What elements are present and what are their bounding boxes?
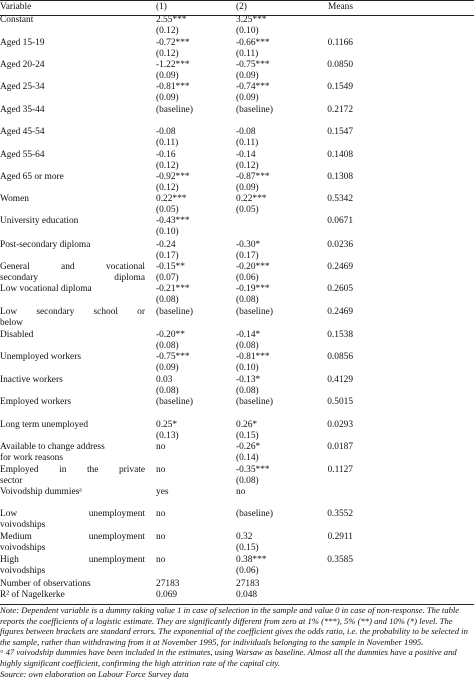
row-mean: [293, 555, 353, 566]
std-error: [156, 520, 234, 531]
coefficient: -0.08: [156, 127, 176, 137]
std-error: (0.08): [236, 476, 259, 486]
note-source: Source: own elaboration on Labour Force Survey data: [0, 668, 189, 679]
table-notes: [0, 604, 474, 679]
mean-value: 0.1127: [327, 465, 353, 475]
variable-label-line: Voivodship dummiesᵃ: [0, 487, 82, 497]
mean-value: 0.4129: [327, 375, 353, 385]
coefficient: -0.21***: [156, 284, 190, 294]
variable-label-line: Available to change address: [0, 442, 105, 452]
std-error: [156, 408, 234, 419]
row-mean: [293, 105, 353, 116]
coefficient: 0.22***: [156, 194, 187, 204]
mean-value: 0.5015: [327, 397, 353, 407]
mean-value: 0.0187: [327, 442, 353, 452]
variable-label-line: Constant: [0, 15, 34, 25]
std-error: (0.14): [236, 453, 259, 463]
variable-label-line: Post-secondary diploma: [0, 240, 91, 250]
std-error: (0.09): [156, 363, 179, 373]
row-mean: [293, 127, 353, 138]
std-error: [156, 116, 234, 127]
row-mean: [293, 532, 353, 543]
std-error: [156, 543, 234, 554]
row-coef-col1: [156, 262, 234, 284]
std-error: (0.11): [156, 138, 179, 148]
stat-col2: [236, 590, 290, 601]
stat-label-text: Number of observations: [0, 579, 91, 589]
mean-value: 0.1308: [327, 172, 353, 182]
coefficient: 0.03: [156, 375, 173, 385]
row-variable: [0, 172, 145, 183]
row-variable: [0, 216, 145, 227]
row-coef-col1: [156, 352, 234, 374]
row-mean: [293, 38, 353, 49]
coefficient: -0.14*: [236, 330, 261, 340]
variable-label-line: voivodships: [0, 543, 46, 553]
row-mean: [293, 330, 353, 341]
std-error: (0.08): [156, 386, 179, 396]
mean-value: 0.2605: [327, 284, 353, 294]
coefficient: (baseline): [236, 307, 273, 317]
coefficient: 0.26*: [236, 420, 258, 430]
row-variable: [0, 60, 145, 71]
stat-value: 0.048: [236, 590, 258, 600]
coefficient: 0.22***: [236, 194, 267, 204]
stat-col2: [236, 579, 290, 590]
stat-value: 0.069: [156, 590, 178, 600]
mean-value: 0.0856: [327, 352, 353, 362]
row-coef-col2: [236, 172, 290, 194]
row-coef-col1: [156, 420, 234, 442]
variable-label-line: Aged 45-54: [0, 127, 45, 137]
coefficient: no: [156, 555, 166, 565]
coefficient: -0.13*: [236, 375, 261, 385]
coefficient: -0.81***: [236, 352, 270, 362]
header-col1: (1): [156, 2, 167, 12]
row-coef-col2: [236, 487, 290, 509]
row-coef-col2: [236, 397, 290, 419]
std-error: (0.08): [236, 386, 259, 396]
std-error: (0.09): [156, 71, 179, 81]
std-error: (0.12): [156, 183, 179, 193]
std-error: (0.05): [156, 205, 179, 215]
row-variable: [0, 82, 145, 93]
variable-label-line: voivodships: [0, 520, 46, 530]
coefficient: (baseline): [156, 397, 193, 407]
mean-value: 0.5342: [327, 194, 353, 204]
coefficient: (baseline): [156, 105, 193, 115]
row-coef-col2: [236, 127, 290, 149]
variable-label-line: Aged 15-19: [0, 38, 45, 48]
std-error: (0.10): [156, 227, 179, 237]
coefficient: 2.55***: [156, 15, 187, 25]
std-error: [156, 318, 234, 329]
std-error: (0.15): [236, 431, 259, 441]
variable-label-line: Inactive workers: [0, 375, 63, 385]
coefficient: -0.72***: [156, 38, 190, 48]
variable-label-line: Low vocational diploma: [0, 284, 92, 294]
std-error: [236, 318, 290, 329]
std-error: (0.12): [156, 49, 179, 59]
std-error: (0.13): [156, 431, 179, 441]
row-mean: [293, 375, 353, 386]
row-coef-col1: [156, 487, 234, 509]
row-variable: [0, 397, 145, 408]
row-variable: [0, 330, 145, 341]
variable-label-line: Unemployed workers: [0, 352, 81, 362]
std-error: (0.08): [236, 341, 259, 351]
row-coef-col2: [236, 284, 290, 306]
note-footnote: ᵃ 47 voivodship dummies have been included in the estimates, using Warsaw as baseline. Almost all the dummies have a positive and highly significant coefficient, confirming the high attrition rate of the capital city.: [0, 647, 457, 668]
std-error: (0.05): [236, 205, 259, 215]
std-error: (0.10): [236, 26, 259, 36]
std-error: [156, 476, 234, 487]
row-coef-col2: [236, 420, 290, 442]
row-variable: [0, 487, 145, 498]
row-coef-col1: [156, 60, 234, 82]
std-error: (0.08): [156, 341, 179, 351]
row-mean: [293, 60, 353, 71]
row-coef-col2: [236, 509, 290, 531]
coefficient: -0.87***: [236, 172, 270, 182]
row-coef-col1: [156, 307, 234, 329]
row-variable: [0, 262, 145, 284]
std-error: (0.12): [156, 161, 179, 171]
row-coef-col2: [236, 352, 290, 374]
coefficient: -0.20***: [236, 262, 270, 272]
coefficient: (baseline): [236, 509, 273, 519]
coefficient: (baseline): [156, 307, 193, 317]
row-mean: [293, 307, 353, 318]
variable-label-line: Aged 65 or more: [0, 172, 64, 182]
coefficient: -0.20**: [156, 330, 185, 340]
std-error: (0.12): [236, 161, 259, 171]
row-coef-col2: [236, 194, 290, 216]
row-mean: [293, 397, 353, 408]
row-coef-col1: [156, 330, 234, 352]
row-variable: [0, 284, 145, 295]
row-coef-col1: [156, 172, 234, 194]
variable-label-line: Women: [0, 194, 29, 204]
row-coef-col1: [156, 284, 234, 306]
row-variable: [0, 150, 145, 161]
coefficient: no: [236, 487, 246, 497]
stat-col1: [156, 590, 234, 601]
mean-value: [293, 487, 353, 498]
mean-value: 0.2469: [327, 262, 353, 272]
coefficient: [236, 216, 290, 227]
coefficient: -0.24: [156, 240, 176, 250]
variable-label-line: voivodships: [0, 566, 46, 576]
mean-value: 0.1547: [327, 127, 353, 137]
row-coef-col2: [236, 330, 290, 352]
header-means: Means: [328, 2, 353, 12]
row-mean: [293, 352, 353, 363]
header-col2: (2): [236, 2, 247, 12]
coefficient: no: [156, 442, 166, 452]
std-error: (0.07): [156, 273, 179, 283]
mean-value: 0.0293: [327, 420, 353, 430]
row-mean: [293, 194, 353, 205]
row-variable: [0, 532, 145, 554]
row-coef-col1: [156, 532, 234, 554]
variable-label-line: Aged 20-24: [0, 60, 45, 70]
std-error: [236, 520, 290, 531]
std-error: (0.08): [236, 295, 259, 305]
coefficient: -0.26*: [236, 442, 261, 452]
std-error: [156, 498, 234, 509]
row-coef-col1: [156, 442, 234, 464]
std-error: [156, 453, 234, 464]
row-coef-col2: [236, 532, 290, 554]
std-error: [236, 498, 290, 509]
std-error: (0.06): [236, 566, 259, 576]
stat-col1: [156, 579, 234, 590]
row-mean: [293, 150, 353, 161]
mean-value: 0.3585: [327, 555, 353, 565]
stat-value: 27183: [236, 579, 260, 589]
std-error: (0.08): [156, 295, 179, 305]
row-coef-col1: [156, 509, 234, 531]
row-coef-col1: [156, 82, 234, 104]
std-error: [236, 227, 290, 238]
header-variable: Variable: [0, 2, 32, 12]
row-variable: [0, 307, 145, 329]
stat-label: [0, 590, 145, 601]
row-mean: [293, 82, 353, 93]
row-coef-col2: [236, 60, 290, 82]
row-coef-col1: [156, 555, 234, 577]
variable-label-line: Low unemployment: [0, 509, 145, 519]
variable-label-line: for work reasons: [0, 453, 64, 463]
row-variable: [0, 38, 145, 49]
stat-label-text: R² of Nagelkerke: [0, 590, 65, 600]
row-coef-col1: [156, 150, 234, 172]
variable-label-line: University education: [0, 216, 79, 226]
std-error: (0.09): [236, 183, 259, 193]
coefficient: -0.15**: [156, 262, 185, 272]
std-error: (0.06): [236, 273, 259, 283]
std-error: (0.12): [156, 26, 179, 36]
row-variable: [0, 240, 145, 251]
std-error: (0.15): [236, 543, 259, 553]
row-variable: [0, 555, 145, 577]
row-mean: [293, 465, 353, 476]
row-variable: [0, 465, 145, 487]
row-mean: [293, 487, 353, 498]
row-coef-col2: [236, 38, 290, 60]
std-error: [156, 566, 234, 577]
row-variable: [0, 420, 145, 431]
coefficient: yes: [156, 487, 169, 497]
row-coef-col1: [156, 240, 234, 262]
std-error: (0.09): [156, 93, 179, 103]
mean-value: 0.0236: [327, 240, 353, 250]
std-error: [236, 408, 290, 419]
coefficient: no: [156, 532, 166, 542]
row-coef-col2: [236, 216, 290, 238]
variable-label-line: High unemployment: [0, 555, 145, 565]
row-coef-col2: [236, 240, 290, 262]
std-error: (0.09): [236, 93, 259, 103]
coefficient: -0.75***: [236, 60, 270, 70]
row-variable: [0, 15, 145, 26]
coefficient: -0.74***: [236, 82, 270, 92]
coefficient: (baseline): [236, 105, 273, 115]
row-variable: [0, 375, 145, 386]
row-coef-col2: [236, 307, 290, 329]
row-coef-col2: [236, 375, 290, 397]
coefficient: -0.66***: [236, 38, 270, 48]
coefficient: -0.81***: [156, 82, 190, 92]
row-coef-col1: [156, 465, 234, 487]
coefficient: -0.16: [156, 150, 176, 160]
std-error: (0.11): [236, 138, 259, 148]
mean-value: [293, 15, 353, 26]
row-coef-col2: [236, 15, 290, 37]
mean-value: 0.3552: [327, 509, 353, 519]
variable-label-line: Aged 35-44: [0, 105, 45, 115]
row-mean: [293, 420, 353, 431]
variable-label-line: Aged 55-64: [0, 150, 45, 160]
variable-label-line: Disabled: [0, 330, 34, 340]
mean-value: 0.2911: [327, 532, 353, 542]
row-coef-col1: [156, 38, 234, 60]
row-variable: [0, 127, 145, 138]
variable-label-line: secondary diploma: [0, 273, 145, 283]
stat-value: 27183: [156, 579, 180, 589]
coefficient: 0.25*: [156, 420, 178, 430]
row-mean: [293, 15, 353, 26]
std-error: (0.10): [236, 363, 259, 373]
std-error: (0.17): [156, 251, 179, 261]
coefficient: no: [156, 509, 166, 519]
coefficient: -1.22***: [156, 60, 190, 70]
variable-label-line: sector: [0, 476, 23, 486]
coefficient: -0.14: [236, 150, 256, 160]
variable-label-line: Medium unemployment: [0, 532, 145, 542]
row-mean: [293, 284, 353, 295]
std-error: (0.11): [236, 49, 259, 59]
row-mean: [293, 262, 353, 273]
row-coef-col2: [236, 555, 290, 577]
coefficient: 0.32: [236, 532, 253, 542]
std-error: (0.17): [236, 251, 259, 261]
coefficient: -0.08: [236, 127, 256, 137]
coefficient: -0.75***: [156, 352, 190, 362]
coefficient: -0.92***: [156, 172, 190, 182]
row-coef-col2: [236, 82, 290, 104]
row-coef-col1: [156, 127, 234, 149]
variable-label-line: Employed workers: [0, 397, 72, 407]
mean-value: 0.1408: [327, 150, 353, 160]
coefficient: -0.35***: [236, 465, 270, 475]
row-coef-col2: [236, 442, 290, 464]
variable-label-line: Aged 25-34: [0, 82, 45, 92]
row-variable: [0, 442, 145, 464]
row-mean: [293, 216, 353, 227]
coefficient: 0.38***: [236, 555, 267, 565]
row-mean: [293, 442, 353, 453]
row-coef-col1: [156, 216, 234, 238]
mean-value: 0.1538: [327, 330, 353, 340]
mean-value: 0.1166: [327, 38, 353, 48]
variable-label-line: Employed in the private: [0, 465, 145, 475]
stat-label: [0, 579, 145, 590]
mean-value: 0.0671: [327, 216, 353, 226]
row-mean: [293, 509, 353, 520]
coefficient: no: [156, 465, 166, 475]
mean-value: 0.2469: [327, 307, 353, 317]
mean-value: 0.2172: [327, 105, 353, 115]
variable-label-line: General and vocational: [0, 262, 145, 272]
note-main: Note: Dependent variable is a dummy taking value 1 in case of selection in the sample and value 0 in case of non-response. The table reports the coefficients of a logistic estimate. They are significantly different from zero at 1% (***), 5% (**) and 10% (*) level. The figures between brackets are standard errors. The exponential of the coefficient gives the odds ratio, i.e. the probability to be selected in the sample, rather than withdrawing from it at November 1995, for individuals belonging to the sample in November 1995.: [0, 605, 468, 647]
std-error: [236, 116, 290, 127]
variable-label-line: Long term unemployed: [0, 420, 89, 430]
table-header: [0, 1, 474, 16]
row-coef-col1: [156, 194, 234, 216]
coefficient: 3.25***: [236, 15, 267, 25]
row-variable: [0, 105, 145, 116]
row-mean: [293, 240, 353, 251]
row-variable: [0, 194, 145, 205]
row-coef-col1: [156, 105, 234, 127]
coefficient: (baseline): [236, 397, 273, 407]
row-coef-col2: [236, 105, 290, 127]
row-coef-col1: [156, 375, 234, 397]
coefficient: -0.30*: [236, 240, 261, 250]
row-coef-col2: [236, 262, 290, 284]
mean-value: 0.0850: [327, 60, 353, 70]
coefficient: -0.43***: [156, 216, 190, 226]
std-error: (0.09): [236, 71, 259, 81]
row-coef-col1: [156, 15, 234, 37]
mean-value: 0.1549: [327, 82, 353, 92]
row-variable: [0, 352, 145, 363]
row-coef-col2: [236, 150, 290, 172]
variable-label-line: below: [0, 318, 23, 328]
row-variable: [0, 509, 145, 531]
row-coef-col2: [236, 465, 290, 487]
row-mean: [293, 172, 353, 183]
row-coef-col1: [156, 397, 234, 419]
variable-label-line: Low secondary school or: [0, 307, 145, 317]
coefficient: -0.19***: [236, 284, 270, 294]
